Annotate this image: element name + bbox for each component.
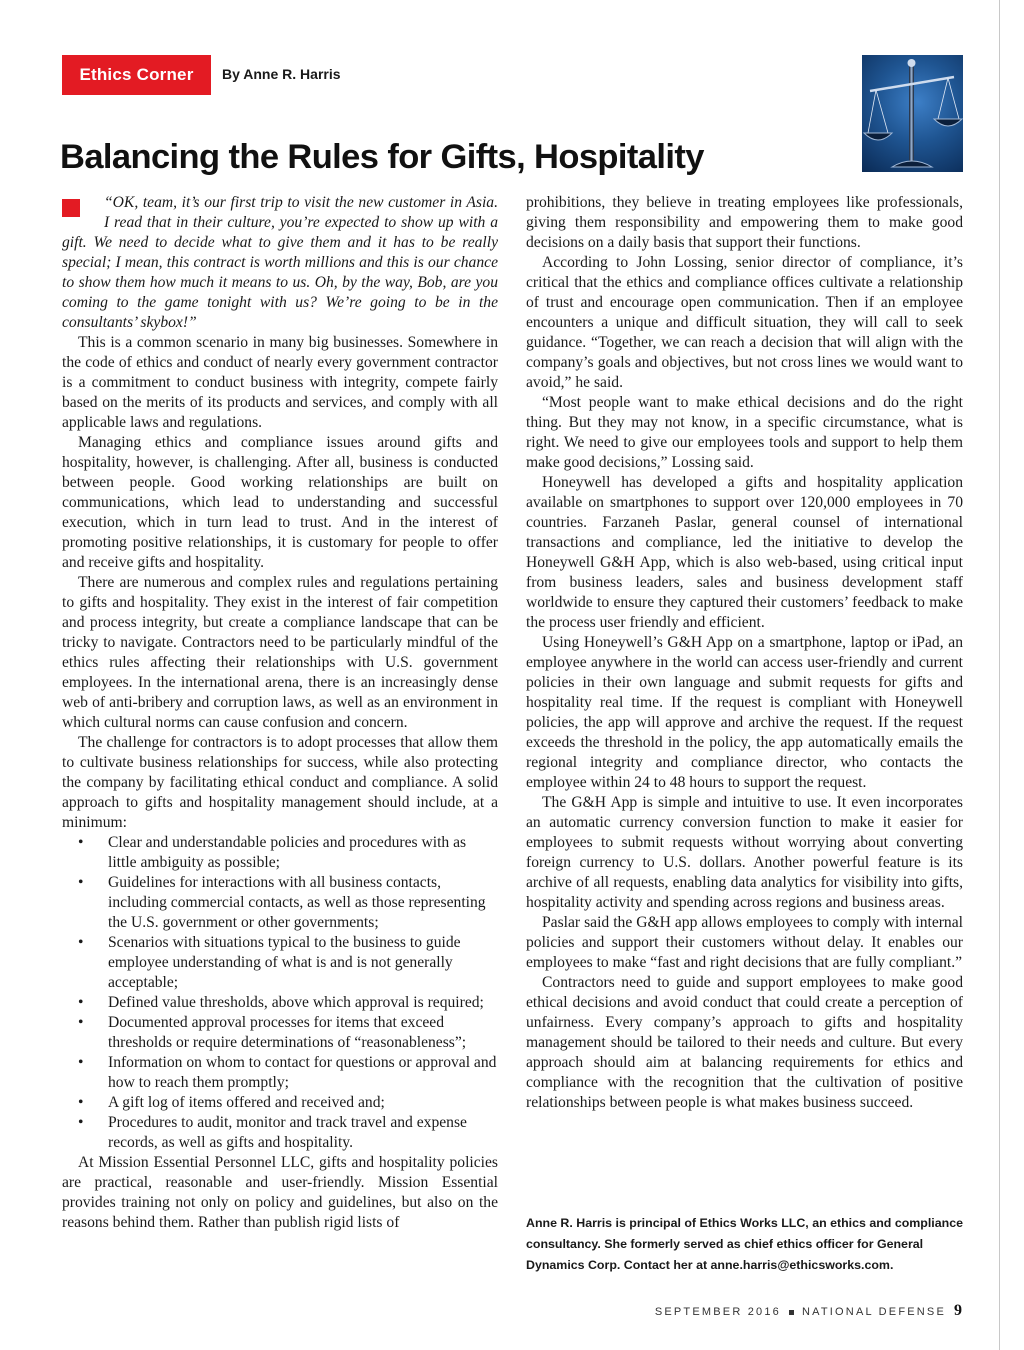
bullet-item: • Scenarios with situations typical to the business to guide employee understanding of what is and is not generally acceptable; [62, 933, 498, 993]
paragraph: There are numerous and complex rules and regulations pertaining to gifts and hospitality. They exist in the interest of fair competition and process integrity, but create a compliance landscape that can be tricky to navigate. Contractors need to be particularly mindful of the ethics rules affecting their relationships with U.S. government employees. In the international arena, there is an increasingly dense web of anti-bribery and corruption laws, as well as an environment in which cultural norms can cause confusion and concern. [62, 574, 498, 731]
article-column-left [62, 193, 498, 1233]
page-edge-rule [999, 0, 1000, 1350]
bullet-item: • Defined value thresholds, above which approval is required; [62, 993, 498, 1013]
scales-of-justice-photo [862, 55, 963, 172]
headline: Balancing the Rules for Gifts, Hospitality [60, 138, 704, 176]
paragraph: Contractors need to guide and support employees to make good ethical decisions and avoid conduct that could create a perception of unfairness. Every company’s approach to gifts and hospitality management should be tailored to their needs and culture. But every approach should aim at balancing requirements for ethics and compliance with the recognition that the cultivation of positive relationships between people is what makes business succeed. [526, 974, 963, 1111]
footer-publication: NATIONAL DEFENSE [802, 1306, 946, 1318]
page-footer [655, 1302, 962, 1320]
paragraph: “Most people want to make ethical decisions and do the right thing. But they may not know, in a specific circumstance, what is right. We need to give our employees tools and support to help them make good decisions,” Lossing said. [526, 394, 963, 471]
scales-icon [862, 55, 963, 172]
bullet-item: • Documented approval processes for items that exceed thresholds or require determinations of “reasonableness”; [62, 1013, 498, 1053]
section-badge: Ethics Corner [62, 55, 211, 95]
paragraph: The G&H App is simple and intuitive to use. It even incorporates an automatic currency conversion function to make it easier for employees to submit requests without worrying about converting foreign currency to U.S. dollars. Another powerful feature is its archive of all requests, enabling data analytics for visibility into gifts, hospitality activity and spending across regions and business areas. [526, 794, 963, 911]
bullet-item: • Procedures to audit, monitor and track travel and expense records, as well as gifts and hospitality. [62, 1113, 498, 1153]
bullet-item: • Clear and understandable policies and procedures with as little ambiguity as possible; [62, 833, 498, 873]
paragraph: Paslar said the G&H app allows employees to comply with internal policies and support their customers without delay. It enables our employees to make “fast and right decisions that are fully compliant.” [526, 914, 963, 971]
paragraph: The challenge for contractors is to adopt processes that allow them to cultivate business relationships for success, while also protecting the company by facilitating ethical conduct and compliance. A solid approach to gifts and hospitality management should include, at a minimum: [62, 734, 498, 831]
bullet-list [62, 833, 498, 1153]
paragraph: prohibitions, they believe in treating employees like professionals, giving them responsibility and empowering them to make good decisions on a daily basis that support their functions. [526, 194, 963, 251]
paragraph: At Mission Essential Personnel LLC, gifts and hospitality policies are practical, reasonable and user-friendly. Mission Essential provides training not only on policy and guidelines, but also on the reasons behind them. Rather than publish rigid lists of [62, 1154, 498, 1231]
paragraph: Using Honeywell’s G&H App on a smartphone, laptop or iPad, an employee anywhere in the world can access user-friendly and current policies in their own language and submit requests for gifts and hospitality real time. If the request is compliant with Honeywell policies, the app will approve and archive the request. If the request exceeds the threshold in the policy, the app automatically emails the regional integrity and compliance director, who contacts the employee within 24 to 48 hours to support the request. [526, 634, 963, 791]
bullet-item: • Information on whom to contact for questions or approval and how to reach them promptly; [62, 1053, 498, 1093]
paragraph: According to John Lossing, senior director of compliance, it’s critical that the ethics and compliance offices cultivate a relationship of trust and encourage open communication. Then if an employee encounters a unique and difficult situation, they will call to seek guidance. “Together, we can reach a decision that will align with the company’s goals and objectives, but not cross lines we would want to avoid,” he said. [526, 254, 963, 391]
lead-paragraph [62, 193, 498, 333]
byline: By Anne R. Harris [222, 66, 341, 82]
paragraph: Managing ethics and compliance issues around gifts and hospitality, however, is challenging. After all, business is conducted between people. Good working relationships are built on communications, which lead to understanding and successful execution, which in turn lead to trust. And in the interest of promoting positive relationships, it is customary for people to offer and receive gifts and hospitality. [62, 434, 498, 571]
red-square-marker [62, 199, 80, 217]
paragraph: This is a common scenario in many big businesses. Somewhere in the code of ethics and conduct of nearly every government contractor is a commitment to conduct business with integrity, compete fairly based on the merits of its products and services, and comply with all applicable laws and regulations. [62, 334, 498, 431]
lead-quote: “OK, team, it’s our first trip to visit the new customer in Asia. I read that in their culture, you’re expected to show up with a gift. We need to decide what to give them and it has to be really special; I mean, this contract is worth millions and this is our chance to show them how much it means to us. Oh, by the way, Bob, are you coming to the game tonight with us? We’re going to be in the consultants’ skybox!” [62, 194, 498, 331]
separator-square [789, 1310, 794, 1315]
author-bio: Anne R. Harris is principal of Ethics Works LLC, an ethics and compliance consultancy. She formerly served as chief ethics officer for General Dynamics Corp. Contact her at anne.harris@ethicsworks.com. [526, 1216, 963, 1272]
footer-date: SEPTEMBER 2016 [654, 1306, 781, 1318]
bullet-item: • A gift log of items offered and received and; [62, 1093, 498, 1113]
bullet-item: • Guidelines for interactions with all business contacts, including commercial contacts, as well as those representing the U.S. government or other governments; [62, 873, 498, 933]
page-number: 9 [954, 1302, 962, 1319]
article-column-right [526, 193, 963, 1113]
paragraph: Honeywell has developed a gifts and hospitality application available on smartphones to support over 120,000 employees in 70 countries. Farzaneh Paslar, general counsel of international transactions and compliance, led the initiative to develop the Honeywell G&H App, which is also web-based, using critical input from business leaders, sales and business development staff worldwide to ensure they captured their customers’ feedback to make the process user friendly and efficient. [526, 474, 963, 631]
